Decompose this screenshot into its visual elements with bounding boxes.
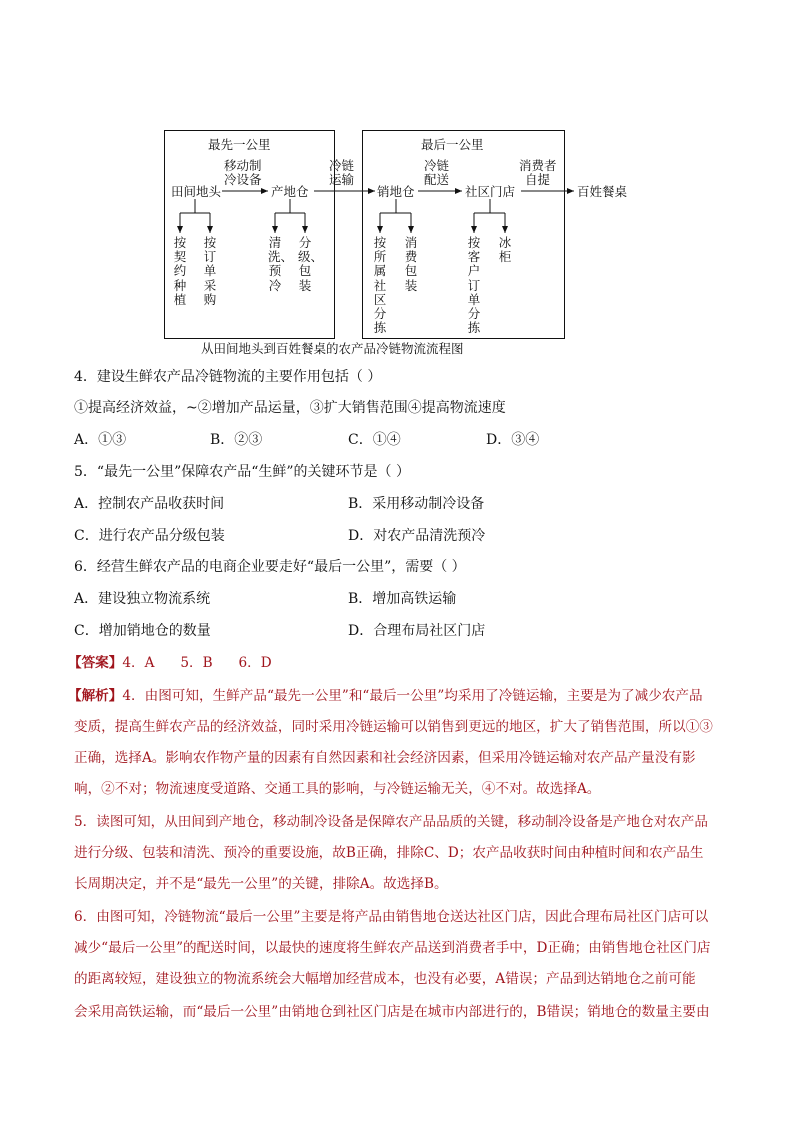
question-4: 4．建设生鲜农产品冷链物流的主要作用包括（ ） [74,369,382,385]
branch-wash-precool: 清洗、预冷 [268,235,294,293]
question-6: 6．经营生鲜农产品的电商企业要走好“最后一公里”，需要（ ） [74,559,466,575]
analysis-line-4: 响，②不对；物流速度受道路、交通工具的影响，与冷链运输无关，④不对。故选择A。 [74,781,601,797]
branch-order-purchase: 按订单采购 [203,235,217,307]
field-branches [180,199,210,233]
q5-option-b: B．采用移动制冷设备 [348,496,485,512]
analysis-line-8: 6．由图可知，冷链物流“最后一公里”主要是将产品由销售地仓送达社区门店，因此合理布局社区门店可以 [74,909,709,925]
node-sales-warehouse: 销地仓 [377,184,415,199]
cold-dist-label-1: 冷链 [424,158,450,173]
diagram-caption: 从田间地头到百姓餐桌的农产品冷链物流流程图 [201,341,464,356]
store-branches [474,199,505,233]
question-5: 5．“最先一公里”保障农产品“生鲜”的关键环节是（ ） [74,464,410,480]
flow-diagram-lines [0,0,794,360]
pickup-label-1: 消费者 [519,158,557,173]
q6-option-d: D．合理布局社区门店 [348,623,486,639]
analysis-line-7: 长周期决定，并不是“最先一公里”的关键，排除A。故选择B。 [74,876,448,892]
branch-grade-pack: 分级、包装 [298,235,324,293]
q4-option-a: A．①③ [74,432,127,448]
analysis-line-1 [68,686,703,706]
first-mile-title: 最先一公里 [208,137,271,152]
q5-option-c: C．进行农产品分级包装 [74,528,225,544]
pickup-label-2: 自提 [525,172,551,187]
analysis-line-11: 会采用高铁运输，而“最后一公里”由销地仓到社区门店是在城市内部进行的，B错误；销地仓的数量主要由 [74,1004,710,1020]
analysis-line-10: 的距离较短，建设独立的物流系统会大幅增加经营成本，也没有必要，A错误；产品到达销地仓之前可能 [74,971,696,987]
cold-transport-label-1: 冷链 [329,158,355,173]
node-community-store: 社区门店 [465,184,516,199]
answer-label: 【答案】 [68,655,123,671]
branch-consumer-pack: 消费包装 [404,235,418,293]
node-origin-warehouse: 产地仓 [271,184,309,199]
node-field: 田间地头 [171,184,222,199]
analysis-label: 【解析】 [68,688,123,704]
analysis-line-6: 进行分级、包装和清洗、预冷的重要设施，故B正确，排除C、D；农产品收获时间由种植时间和农产品生 [74,845,704,861]
q4-option-d: D．③④ [486,432,540,448]
q5-option-d: D．对农产品清洗预冷 [348,528,486,544]
cold-transport-label-2: 运输 [329,172,355,187]
answer-line [68,653,272,673]
q6-option-b: B．增加高铁运输 [348,591,457,607]
cold-dist-label-2: 配送 [424,172,450,187]
answer-text: 4．A 5．B 6．D [122,655,272,671]
last-mile-title: 最后一公里 [421,137,484,152]
analysis-line-9: 减少“最后一公里”的配送时间，以最快的速度将生鲜农产品送到消费者手中，D正确；由销售地仓社区门店 [74,940,711,956]
q5-option-a: A．控制农产品收获时间 [74,496,225,512]
q4-option-b: B．②③ [210,432,263,448]
branch-customer-sort: 按客户订单分拣 [467,235,481,336]
q4-option-c: C．①④ [348,432,401,448]
question-4-statements: ①提高经济效益，~②增加产品运量，③扩大销售范围④提高物流速度 [74,400,506,416]
branch-community-sort: 按所属社区分拣 [373,235,387,336]
branch-freezer: 冰柜 [498,235,512,265]
node-dining-table: 百姓餐桌 [577,184,628,199]
analysis-text-1: 4．由图可知，生鲜产品“最先一公里”和“最后一公里”均采用了冷链运输，主要是为了减少农产品 [122,688,703,704]
move-equip-label-1: 移动制 [224,158,262,173]
move-equip-label-2: 冷设备 [224,172,262,187]
q6-option-c: C．增加销地仓的数量 [74,623,211,639]
sales-branches [380,199,411,233]
analysis-line-5: 5．读图可知，从田间到产地仓，移动制冷设备是保障农产品品质的关键，移动制冷设备是产地仓对农产品 [74,814,708,830]
branch-contract-planting: 按契约种植 [173,235,187,307]
analysis-line-2: 变质，提高生鲜农产品的经济效益，同时采用冷链运输可以销售到更远的地区，扩大了销售范围，所以①③ [74,719,713,735]
q6-option-a: A．建设独立物流系统 [74,591,211,607]
origin-branches [275,199,305,233]
analysis-line-3: 正确，选择A。影响农作物产量的因素有自然因素和社会经济因素，但采用冷链运输对农产品产量没有影 [74,750,696,766]
